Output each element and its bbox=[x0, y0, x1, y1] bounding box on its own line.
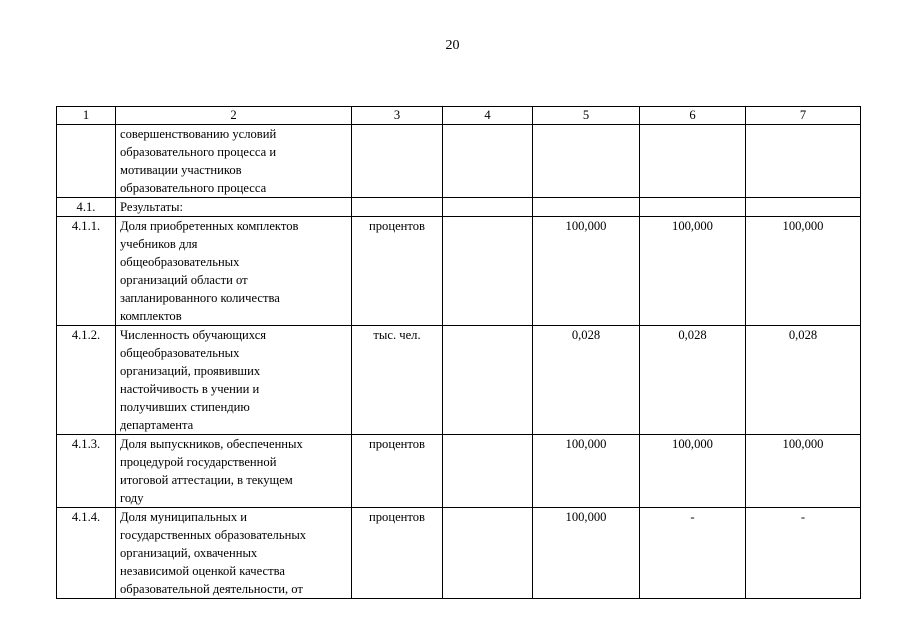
value-cell-col5 bbox=[533, 198, 640, 217]
unit-cell bbox=[352, 125, 443, 198]
value-cell-col5 bbox=[533, 125, 640, 198]
value-cell-col4 bbox=[443, 435, 533, 508]
indicator-name-line: организаций, охваченных bbox=[120, 546, 258, 560]
unit-cell: процентов bbox=[352, 217, 443, 326]
value-cell-col4 bbox=[443, 326, 533, 435]
indicator-name-line: образовательной деятельности, от bbox=[120, 582, 303, 596]
indicator-name-line: общеобразовательных bbox=[120, 255, 240, 269]
value-cell-col7: 100,000 bbox=[746, 217, 861, 326]
indicators-table bbox=[56, 106, 861, 599]
value-cell-col5: 100,000 bbox=[533, 435, 640, 508]
table-row bbox=[57, 217, 861, 326]
value-cell-col6 bbox=[640, 198, 746, 217]
table-header-row bbox=[57, 107, 861, 125]
indicator-name-line: Доля муниципальных и bbox=[120, 510, 248, 524]
indicator-name-cell bbox=[116, 435, 352, 508]
indicator-name-line: общеобразовательных bbox=[120, 346, 240, 360]
indicator-name-line: настойчивость в учении и bbox=[120, 382, 260, 396]
value-cell-col6 bbox=[640, 125, 746, 198]
indicator-name-line: образовательного процесса bbox=[120, 181, 267, 195]
indicator-name-line: запланированного количества bbox=[120, 291, 280, 305]
value-cell-col6: 100,000 bbox=[640, 435, 746, 508]
indicator-name-line: получивших стипендию bbox=[120, 400, 250, 414]
header-cell-3: 3 bbox=[352, 107, 443, 125]
indicator-name-line: комплектов bbox=[120, 309, 182, 323]
value-cell-col6: 100,000 bbox=[640, 217, 746, 326]
value-cell-col6: - bbox=[640, 508, 746, 599]
indicator-name-line: Численность обучающихся bbox=[120, 328, 267, 342]
indicator-name-line: учебников для bbox=[120, 237, 198, 251]
indicator-name-line: году bbox=[120, 491, 144, 505]
value-cell-col7 bbox=[746, 198, 861, 217]
value-cell-col4 bbox=[443, 125, 533, 198]
indicator-name-line: независимой оценкой качества bbox=[120, 564, 285, 578]
value-cell-col5: 100,000 bbox=[533, 508, 640, 599]
value-cell-col7: - bbox=[746, 508, 861, 599]
header-cell-6: 6 bbox=[640, 107, 746, 125]
indicator-name-line: Результаты: bbox=[120, 200, 183, 214]
unit-cell bbox=[352, 198, 443, 217]
indicator-name-line: Доля выпускников, обеспеченных bbox=[120, 437, 303, 451]
header-cell-1: 1 bbox=[57, 107, 116, 125]
table-body bbox=[57, 107, 861, 599]
table-row bbox=[57, 508, 861, 599]
indicator-name-line: департамента bbox=[120, 418, 194, 432]
table-row bbox=[57, 435, 861, 508]
row-number-cell: 4.1.4. bbox=[57, 508, 116, 599]
indicator-name-cell bbox=[116, 508, 352, 599]
value-cell-col7 bbox=[746, 125, 861, 198]
row-number-cell: 4.1.3. bbox=[57, 435, 116, 508]
indicator-name-cell bbox=[116, 217, 352, 326]
value-cell-col4 bbox=[443, 508, 533, 599]
indicator-name-line: организаций, проявивших bbox=[120, 364, 261, 378]
value-cell-col5: 0,028 bbox=[533, 326, 640, 435]
indicator-name-line: процедурой государственной bbox=[120, 455, 277, 469]
indicator-name-line: итоговой аттестации, в текущем bbox=[120, 473, 293, 487]
table-row bbox=[57, 198, 861, 217]
row-number-cell: 4.1.1. bbox=[57, 217, 116, 326]
header-cell-2: 2 bbox=[116, 107, 352, 125]
value-cell-col4 bbox=[443, 198, 533, 217]
unit-cell: процентов bbox=[352, 435, 443, 508]
indicator-name-line: организаций области от bbox=[120, 273, 248, 287]
header-cell-4: 4 bbox=[443, 107, 533, 125]
table-row bbox=[57, 326, 861, 435]
value-cell-col5: 100,000 bbox=[533, 217, 640, 326]
value-cell-col7: 0,028 bbox=[746, 326, 861, 435]
indicator-name-cell bbox=[116, 198, 352, 217]
table-row bbox=[57, 125, 861, 198]
indicator-name-cell bbox=[116, 326, 352, 435]
header-cell-7: 7 bbox=[746, 107, 861, 125]
row-number-cell bbox=[57, 125, 116, 198]
indicator-name-cell bbox=[116, 125, 352, 198]
header-cell-5: 5 bbox=[533, 107, 640, 125]
indicator-name-line: государственных образовательных bbox=[120, 528, 307, 542]
unit-cell: тыс. чел. bbox=[352, 326, 443, 435]
page-number: 20 bbox=[445, 38, 460, 53]
unit-cell: процентов bbox=[352, 508, 443, 599]
value-cell-col4 bbox=[443, 217, 533, 326]
row-number-cell: 4.1.2. bbox=[57, 326, 116, 435]
value-cell-col6: 0,028 bbox=[640, 326, 746, 435]
indicator-name-line: образовательного процесса и bbox=[120, 145, 277, 159]
indicator-name-line: совершенствованию условий bbox=[120, 127, 277, 141]
value-cell-col7: 100,000 bbox=[746, 435, 861, 508]
indicator-name-line: мотивации участников bbox=[120, 163, 242, 177]
row-number-cell: 4.1. bbox=[57, 198, 116, 217]
indicator-name-line: Доля приобретенных комплектов bbox=[120, 219, 299, 233]
